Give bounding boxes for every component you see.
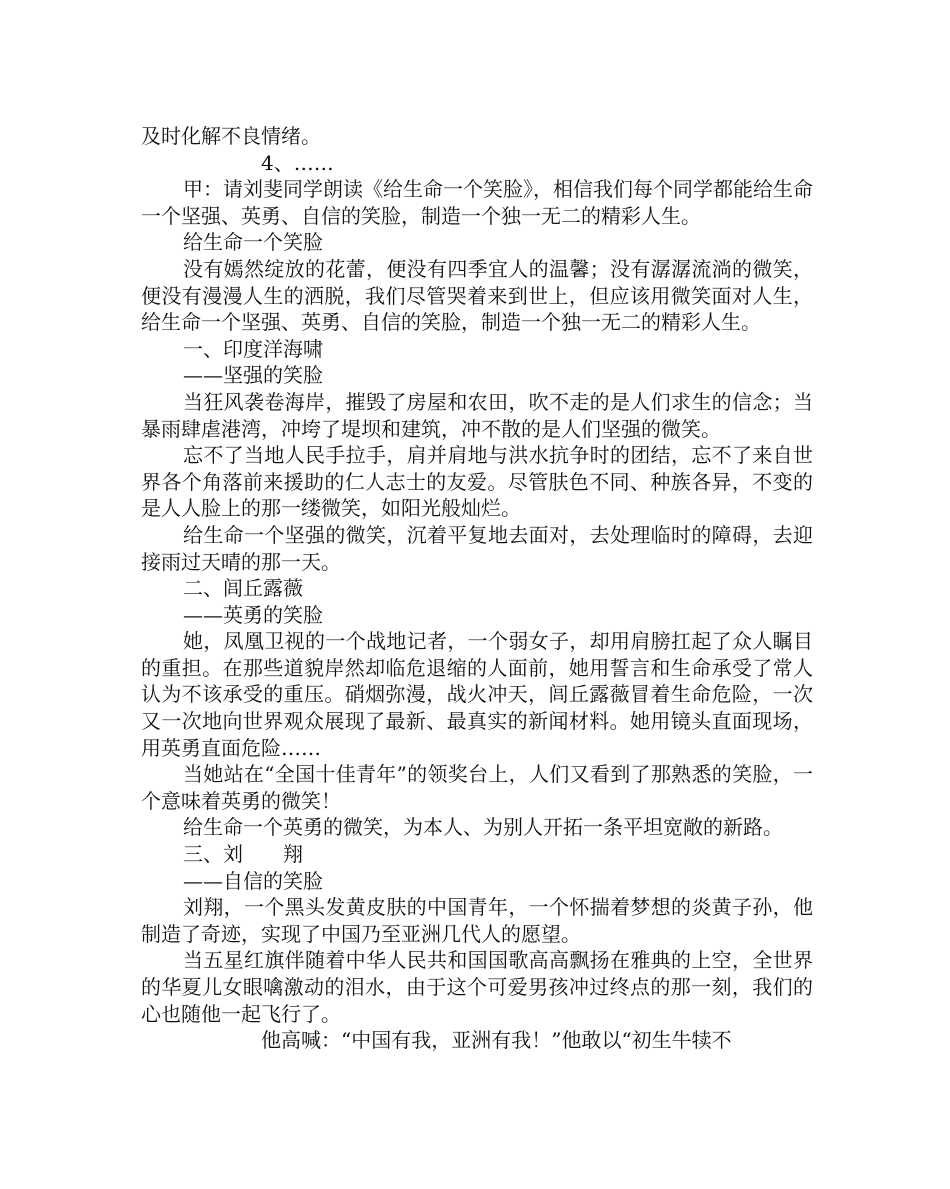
paragraph: 当她站在“全国十佳青年”的领奖台上，人们又看到了那熟悉的笑脸，一个意味着英勇的微笑！ [141,762,813,813]
paragraph: 给生命一个英勇的微笑，为本人、为别人开拓一条平坦宽敞的新路。 [183,815,783,840]
document-body [141,123,813,1054]
section-subheading: ——英勇的笑脸 [183,602,323,627]
paragraph: 没有嫣然绽放的花蕾，便没有四季宜人的温馨；没有潺潺流淌的微笑，便没有漫漫人生的洒脱，我们尽管哭着来到世上，但应该用微笑面对人生，给生命一个坚强、英勇、自信的笑脸，制造一个独一无二的精彩人生。 [141,256,813,335]
paragraph: 给生命一个坚强的微笑，沉着平复地去面对，去处理临时的障碍，去迎接雨过天晴的那一天。 [141,522,813,574]
section-subheading: ——自信的笑脸 [183,868,323,893]
paragraph: 甲：请刘斐同学朗读《给生命一个笑脸》，相信我们每个同学都能给生命一个坚强、英勇、自信的笑脸，制造一个独一无二的精彩人生。 [141,177,813,228]
section-heading: 二、闾丘露薇 [183,576,303,601]
poem-title: 给生命一个笑脸 [183,230,323,255]
paragraph: 他高喊：“中国有我，亚洲有我！”他敢以“初生牛犊不 [261,1028,732,1053]
paragraph: 当狂风袭卷海岸，摧毁了房屋和农田，吹不走的是人们求生的信念；当暴雨肆虐港湾，冲垮了堤坝和建筑，冲不散的是人们坚强的微笑。 [141,389,813,441]
paragraph: 她，凤凰卫视的一个战地记者，一个弱女子，却用肩膀扛起了众人瞩目的重担。在那些道貌岸然却临危退缩的人面前，她用誓言和生命承受了常人认为不该承受的重压。硝烟弥漫，战火冲天，闾丘露薇冒着生命危险，一次又一次地向世界观众展现了最新、最真实的新闻材料。她用镜头直面现场，用英勇直面危险…… [141,629,813,760]
paragraph: 当五星红旗伴随着中华人民共和国国歌高高飘扬在雅典的上空，全世界的华夏儿女眼噙激动的泪水，由于这个可爱男孩冲过终点的那一刻，我们的心也随他一起飞行了。 [141,948,813,1026]
section-subheading: ——坚强的笑脸 [183,363,323,388]
section-number: 4、…… [261,150,334,175]
section-heading: 一、印度洋海啸 [183,336,323,361]
paragraph: 及时化解不良情绪。 [141,124,321,148]
section-heading: 三、刘 翔 [183,842,303,867]
paragraph: 忘不了当地人民手拉手，肩并肩地与洪水抗争时的团结，忘不了来自世界各个角落前来援助的仁人志士的友爱。尽管肤色不同、种族各异，不变的是人人脸上的那一缕微笑，如阳光般灿烂。 [141,443,813,521]
paragraph: 刘翔，一个黑头发黄皮肤的中国青年，一个怀揣着梦想的炎黄子孙，他制造了奇迹，实现了中国乃至亚洲几代人的愿望。 [141,895,813,946]
